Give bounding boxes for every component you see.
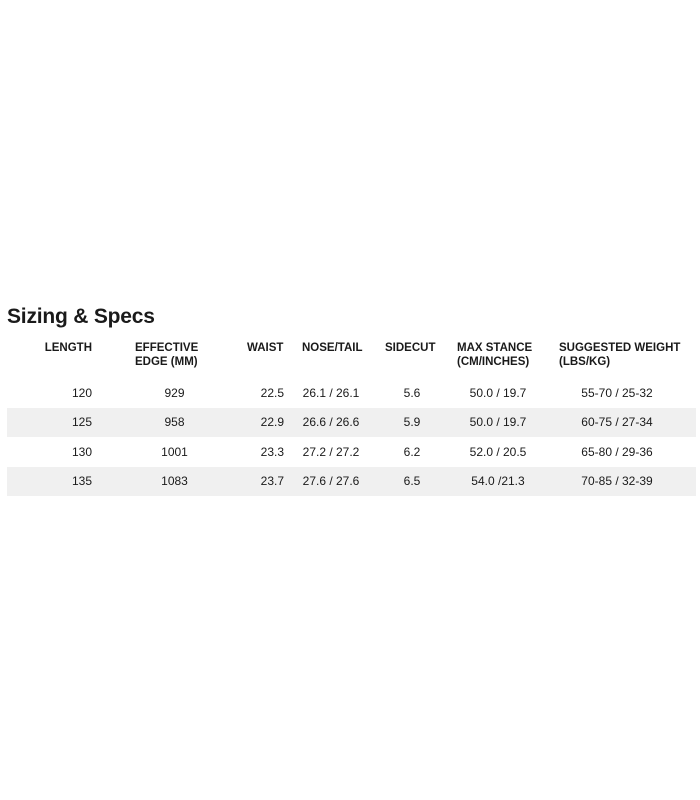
table-row: [7, 378, 696, 408]
length-cell: 120: [71, 385, 92, 400]
effective-edge-cell: 958: [164, 415, 185, 430]
column-header-max-stance: [444, 341, 546, 378]
length-cell: 130: [71, 444, 92, 459]
column-header-line: WAIST: [247, 342, 284, 354]
nose-tail-cell: 27.2 / 27.2: [302, 444, 360, 459]
table-row: [7, 437, 696, 467]
max-stance-cell: 50.0 / 19.7: [469, 415, 527, 430]
column-header-line: SUGGESTED WEIGHT: [559, 342, 681, 354]
suggested-weight-cell: 65-80 / 29-36: [581, 444, 653, 459]
sidecut-cell: 6.2: [403, 444, 421, 459]
effective-edge-cell: 1083: [161, 474, 188, 489]
sidecut-cell: 5.6: [403, 385, 421, 400]
column-header-waist: [225, 341, 290, 378]
column-header-effective-edge: [102, 341, 225, 378]
length-cell: 135: [71, 474, 92, 489]
nose-tail-cell: 27.6 / 27.6: [302, 474, 360, 489]
sidecut-cell: 6.5: [403, 474, 421, 489]
column-header-line: EDGE (MM): [135, 356, 198, 368]
column-header-line: LENGTH: [44, 342, 92, 354]
page-title: Sizing & Specs: [7, 305, 155, 328]
effective-edge-cell: 929: [164, 385, 185, 400]
nose-tail-cell: 26.1 / 26.1: [302, 385, 360, 400]
suggested-weight-cell: 60-75 / 27-34: [581, 415, 653, 430]
sidecut-cell: 5.9: [403, 415, 421, 430]
nose-tail-cell: 26.6 / 26.6: [302, 415, 360, 430]
column-header-suggested-weight: [546, 341, 696, 378]
length-cell: 125: [71, 415, 92, 430]
column-header-line: NOSE/TAIL: [302, 342, 363, 354]
waist-cell: 23.7: [260, 474, 284, 489]
waist-cell: 22.5: [260, 385, 284, 400]
sizing-specs-table: [7, 341, 696, 496]
waist-cell: 23.3: [260, 444, 284, 459]
max-stance-cell: 50.0 / 19.7: [469, 385, 527, 400]
table-row: [7, 467, 696, 497]
max-stance-cell: 52.0 / 20.5: [469, 444, 527, 459]
column-header-line: MAX STANCE: [457, 342, 533, 354]
column-header-length: [7, 341, 102, 378]
column-header-nose-tail: [290, 341, 372, 378]
table-header-row: [7, 341, 696, 378]
table-row: [7, 408, 696, 438]
suggested-weight-cell: 70-85 / 32-39: [581, 474, 653, 489]
max-stance-cell: 54.0 /21.3: [471, 474, 525, 489]
column-header-sidecut: [372, 341, 444, 378]
waist-cell: 22.9: [260, 415, 284, 430]
effective-edge-cell: 1001: [161, 444, 188, 459]
column-header-line: EFFECTIVE: [135, 342, 199, 354]
column-header-line: (CM/INCHES): [457, 356, 530, 368]
column-header-line: SIDECUT: [385, 342, 436, 354]
column-header-line: (LBS/KG): [559, 356, 611, 368]
suggested-weight-cell: 55-70 / 25-32: [581, 385, 653, 400]
